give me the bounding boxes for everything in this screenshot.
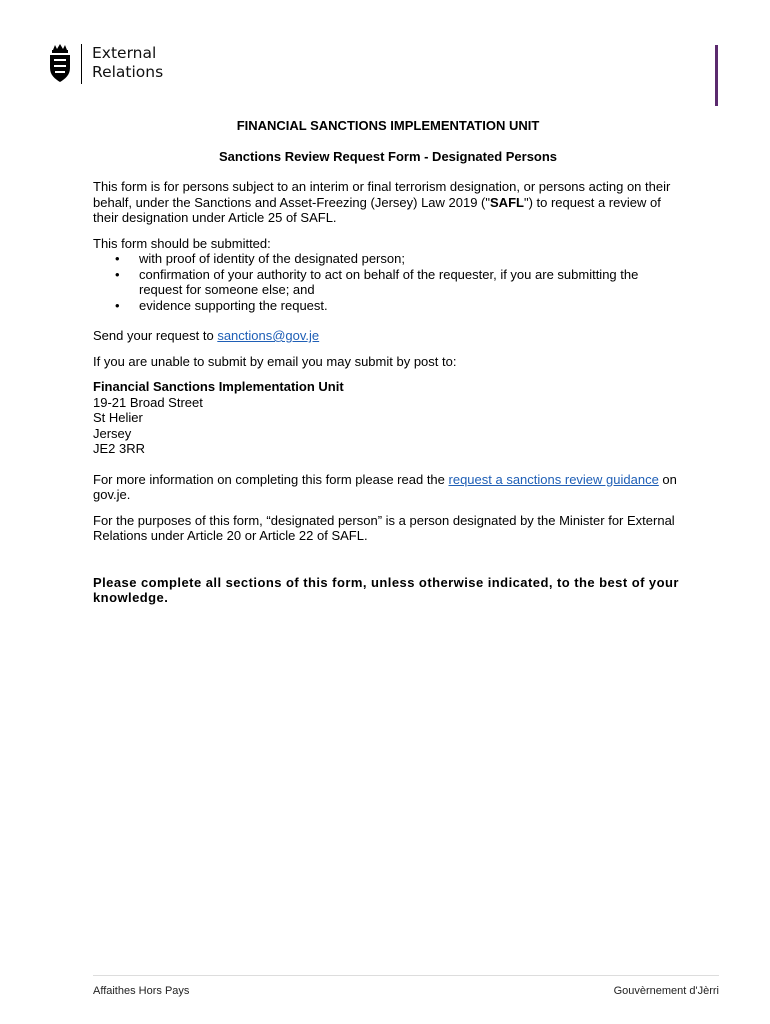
more-info-text: For more information on completing this form please read the <box>93 471 449 487</box>
post-instructions: If you are unable to submit by email you may submit by post to: <box>93 353 457 369</box>
more-info-paragraph <box>93 472 683 503</box>
guidance-link[interactable]: request a sanctions review guidance <box>448 471 659 487</box>
footer-divider <box>93 975 719 976</box>
send-request-line <box>93 328 683 344</box>
address-line: JE2 3RR <box>93 441 146 456</box>
accent-bar <box>715 45 718 106</box>
bullet: • <box>115 251 120 266</box>
requirement-text: evidence supporting the request. <box>139 297 328 313</box>
address-line: Jersey <box>93 425 132 441</box>
list-item <box>93 298 683 314</box>
intro-text-start: This form is for persons subject to an interim or final terrorism designation, or persons acting on their behalf, under the Sanctions and Asset-Freezing (Jersey) Law 2019 (" <box>93 179 671 210</box>
requirements-list <box>93 251 683 313</box>
email-link[interactable]: sanctions@gov.je <box>217 328 320 343</box>
address-name: Financial Sanctions Implementation Unit <box>93 379 344 394</box>
form-title: Sanctions Review Request Form - Designated Persons <box>218 148 558 164</box>
logo-divider <box>81 44 82 84</box>
send-text: Send your request to <box>93 328 218 343</box>
requirement-text: with proof of identity of the designated person; <box>139 251 405 266</box>
intro-paragraph <box>93 179 683 226</box>
jersey-crest-icon <box>48 44 72 84</box>
logo-line-1: External <box>92 44 157 62</box>
list-item <box>93 267 683 298</box>
document-body <box>93 118 683 606</box>
postal-address <box>93 379 683 457</box>
safl-abbreviation: SAFL <box>490 194 524 210</box>
logo-line-2: Relations <box>92 63 164 81</box>
list-item <box>93 251 683 267</box>
footer-right-text: Gouvèrnement d'Jèrri <box>613 985 719 997</box>
intro-text-end: ") to request a review of their designation under Article 25 of SAFL. <box>93 194 661 225</box>
footer-left-text: Affaithes Hors Pays <box>93 985 190 997</box>
logo-text <box>92 44 163 82</box>
requirement-text: confirmation of your authority to act on behalf of the requester, if you are submitting the request for someone else; and <box>139 266 639 297</box>
bullet: • <box>115 266 120 282</box>
header-logo <box>48 44 163 84</box>
unit-title: FINANCIAL SANCTIONS IMPLEMENTATION UNIT <box>236 118 540 133</box>
address-line: St Helier <box>93 410 143 425</box>
more-info-suffix: on gov.je. <box>93 471 677 502</box>
definition-paragraph: For the purposes of this form, “designated person” is a person designated by the Minister for External Relations under Article 20 or Article 22 of SAFL. <box>93 512 675 543</box>
address-line: 19-21 Broad Street <box>93 394 203 410</box>
completion-instructions: Please complete all sections of this form, unless otherwise indicated, to the best of your knowledge. <box>93 574 679 605</box>
submission-intro: This form should be submitted: <box>93 235 271 251</box>
bullet: • <box>115 297 120 313</box>
